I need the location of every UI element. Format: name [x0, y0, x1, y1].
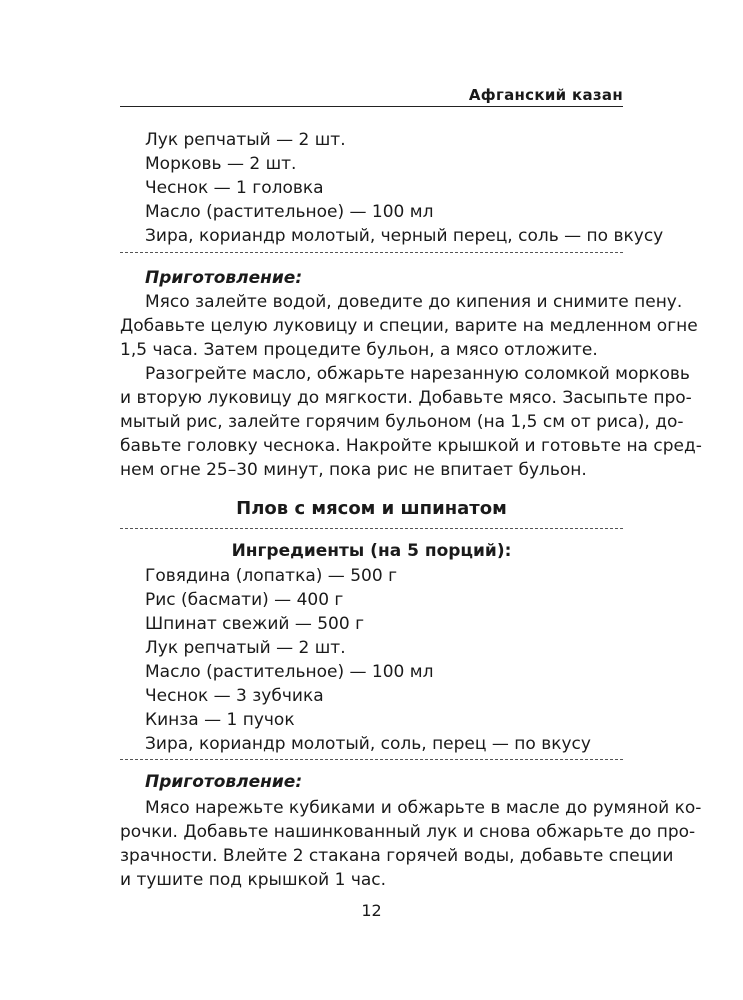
- prep-line: зрачности. Влейте 2 стакана горячей воды, добавьте специи: [120, 846, 674, 866]
- dashed-divider: [120, 528, 623, 529]
- prep-line: и вторую луковицу до мягкости. Добавьте мясо. Засыпьте про-: [120, 388, 692, 408]
- ingredient-line: Рис (басмати) — 400 г: [145, 590, 344, 610]
- prep-line: бавьте головку чеснока. Накройте крышкой и готовьте на сред-: [120, 436, 702, 456]
- prep-line: рочки. Добавьте нашинкованный лук и снова обжарьте до про-: [120, 822, 696, 842]
- page-number: 12: [361, 901, 382, 920]
- ingredient-line: Зира, кориандр молотый, соль, перец — по вкусу: [145, 734, 591, 754]
- dashed-divider: [120, 252, 623, 253]
- prep-label: Приготовление:: [145, 268, 303, 288]
- prep-line: 1,5 часа. Затем процедите бульон, а мясо отложите.: [120, 340, 598, 360]
- prep-line: Добавьте целую луковицу и специи, варите на медленном огне: [120, 316, 698, 336]
- ingredients-heading: Ингредиенты (на 5 порций):: [231, 541, 512, 561]
- prep-line: Мясо залейте водой, доведите до кипения и снимите пену.: [145, 292, 683, 312]
- ingredient-line: Чеснок — 1 головка: [145, 178, 324, 198]
- prep-label: Приготовление:: [145, 772, 303, 792]
- ingredient-line: Чеснок — 3 зубчика: [145, 686, 324, 706]
- recipe-title: Плов с мясом и шпинатом: [236, 498, 507, 519]
- header-rule: [120, 106, 623, 107]
- ingredient-line: Говядина (лопатка) — 500 г: [145, 566, 397, 586]
- prep-line: и тушите под крышкой 1 час.: [120, 870, 387, 890]
- ingredient-line: Шпинат свежий — 500 г: [145, 614, 365, 634]
- prep-line: мытый рис, залейте горячим бульоном (на 1,5 см от риса), до-: [120, 412, 684, 432]
- ingredient-line: Масло (растительное) — 100 мл: [145, 662, 434, 682]
- ingredient-line: Кинза — 1 пучок: [145, 710, 295, 730]
- ingredient-line: Масло (растительное) — 100 мл: [145, 202, 434, 222]
- prep-line: Разогрейте масло, обжарьте нарезанную соломкой морковь: [145, 364, 690, 384]
- dashed-divider: [120, 759, 623, 760]
- running-header: Афганский казан: [468, 86, 623, 104]
- ingredient-line: Лук репчатый — 2 шт.: [145, 638, 346, 658]
- ingredient-line: Морковь — 2 шт.: [145, 154, 297, 174]
- ingredient-line: Лук репчатый — 2 шт.: [145, 130, 346, 150]
- prep-line: нем огне 25–30 минут, пока рис не впитает бульон.: [120, 460, 587, 480]
- prep-line: Мясо нарежьте кубиками и обжарьте в масле до румяной ко-: [145, 798, 702, 818]
- ingredient-line: Зира, кориандр молотый, черный перец, соль — по вкусу: [145, 226, 664, 246]
